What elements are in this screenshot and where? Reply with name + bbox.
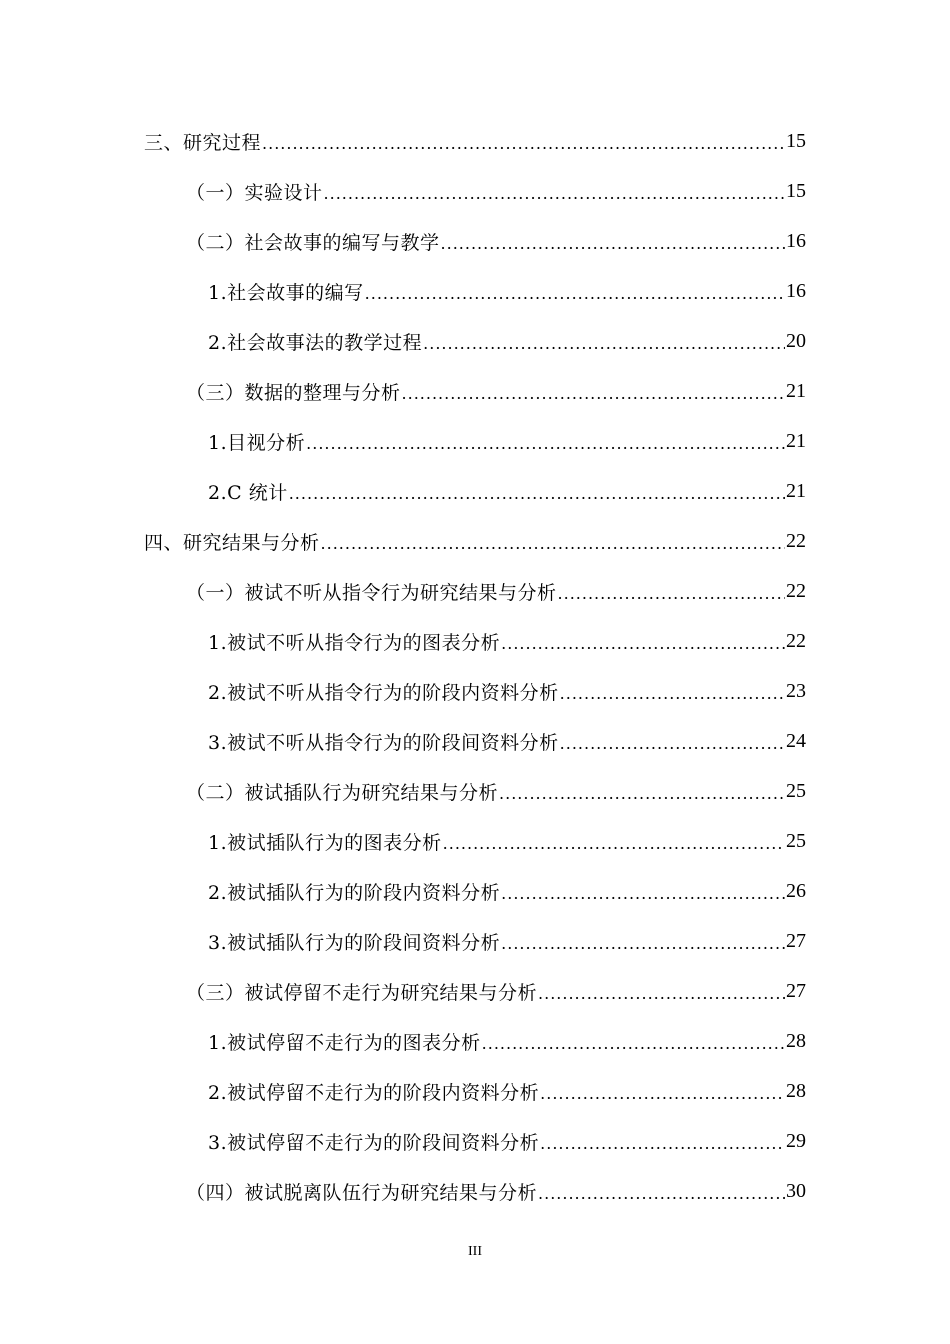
toc-entry-title: 2.被试停留不走行为的阶段内资料分析 <box>208 1081 540 1104</box>
toc-entry[interactable] <box>0 666 950 716</box>
dot-leader <box>482 1030 785 1052</box>
toc-entry-page: 25 <box>786 779 806 802</box>
toc-entry-page: 15 <box>786 179 806 202</box>
toc-entry-page: 29 <box>786 1129 806 1152</box>
toc-entry[interactable] <box>0 816 950 866</box>
dot-leader <box>441 230 785 252</box>
toc-entry[interactable] <box>0 1116 950 1166</box>
toc-entry[interactable] <box>0 966 950 1016</box>
toc-entry-page: 15 <box>786 129 806 152</box>
toc-entry[interactable] <box>0 266 950 316</box>
toc-entry-page: 16 <box>786 229 806 252</box>
dot-leader <box>443 830 785 852</box>
toc-entry-title: 3.被试不听从指令行为的阶段间资料分析 <box>208 731 559 754</box>
dot-leader <box>538 980 785 1002</box>
toc-entry[interactable] <box>0 766 950 816</box>
toc-entry-title: （三）数据的整理与分析 <box>186 381 401 404</box>
toc-entry[interactable] <box>0 466 950 516</box>
dot-leader <box>558 580 785 602</box>
dot-leader <box>499 780 785 802</box>
toc-entry-page: 27 <box>786 929 806 952</box>
toc-entry-page: 27 <box>786 979 806 1002</box>
toc-entry-title: （一）实验设计 <box>186 181 323 204</box>
dot-leader <box>501 930 785 952</box>
dot-leader <box>423 330 785 352</box>
toc-entry[interactable] <box>0 216 950 266</box>
toc-entry[interactable] <box>0 416 950 466</box>
toc-entry-title: 1.被试不听从指令行为的图表分析 <box>208 631 501 654</box>
toc-entry-page: 22 <box>786 629 806 652</box>
toc-entry[interactable] <box>0 716 950 766</box>
toc-entry-title: 2.被试插队行为的阶段内资料分析 <box>208 881 501 904</box>
dot-leader <box>324 180 785 202</box>
toc-entry[interactable] <box>0 366 950 416</box>
toc-entry-page: 23 <box>786 679 806 702</box>
dot-leader <box>560 680 785 702</box>
toc-entry[interactable] <box>0 316 950 366</box>
toc-entry-title: 2.C 统计 <box>208 481 288 504</box>
table-of-contents <box>0 116 950 1216</box>
toc-entry-title: （四）被试脱离队伍行为研究结果与分析 <box>186 1181 538 1204</box>
dot-leader <box>321 530 785 552</box>
dot-leader <box>501 880 785 902</box>
toc-entry-page: 16 <box>786 279 806 302</box>
toc-entry-title: （二）社会故事的编写与教学 <box>186 231 440 254</box>
toc-entry[interactable] <box>0 616 950 666</box>
toc-entry[interactable] <box>0 916 950 966</box>
toc-entry-page: 24 <box>786 729 806 752</box>
dot-leader <box>540 1130 785 1152</box>
toc-entry-page: 26 <box>786 879 806 902</box>
toc-entry-title: 1.目视分析 <box>208 431 306 454</box>
toc-entry-title: 2.被试不听从指令行为的阶段内资料分析 <box>208 681 559 704</box>
toc-entry[interactable] <box>0 566 950 616</box>
toc-entry[interactable] <box>0 1166 950 1216</box>
toc-entry-title: 1.被试插队行为的图表分析 <box>208 831 442 854</box>
dot-leader <box>538 1180 785 1202</box>
toc-entry-page: 21 <box>786 479 806 502</box>
dot-leader <box>501 630 785 652</box>
toc-entry-title: （三）被试停留不走行为研究结果与分析 <box>186 981 538 1004</box>
toc-entry-page: 28 <box>786 1029 806 1052</box>
dot-leader <box>289 480 785 502</box>
dot-leader <box>365 280 785 302</box>
toc-entry-page: 25 <box>786 829 806 852</box>
toc-entry-page: 22 <box>786 579 806 602</box>
toc-entry-page: 20 <box>786 329 806 352</box>
toc-entry-page: 21 <box>786 429 806 452</box>
toc-entry-title: 三、研究过程 <box>144 131 262 154</box>
toc-entry[interactable] <box>0 116 950 166</box>
dot-leader <box>306 430 785 452</box>
toc-entry-title: 1.被试停留不走行为的图表分析 <box>208 1031 481 1054</box>
toc-entry-page: 22 <box>786 529 806 552</box>
dot-leader <box>262 130 785 152</box>
toc-entry-page: 30 <box>786 1179 806 1202</box>
toc-entry-title: 四、研究结果与分析 <box>144 531 320 554</box>
toc-entry-title: 1.社会故事的编写 <box>208 281 364 304</box>
toc-entry-page: 21 <box>786 379 806 402</box>
dot-leader <box>560 730 785 752</box>
toc-entry-title: 2.社会故事法的教学过程 <box>208 331 423 354</box>
toc-entry-title: 3.被试停留不走行为的阶段间资料分析 <box>208 1131 540 1154</box>
toc-entry[interactable] <box>0 516 950 566</box>
toc-entry[interactable] <box>0 866 950 916</box>
toc-entry-title: （二）被试插队行为研究结果与分析 <box>186 781 499 804</box>
toc-entry-title: （一）被试不听从指令行为研究结果与分析 <box>186 581 557 604</box>
toc-entry-page: 28 <box>786 1079 806 1102</box>
page-number: III <box>468 1244 482 1259</box>
toc-entry[interactable] <box>0 1016 950 1066</box>
dot-leader <box>540 1080 785 1102</box>
toc-entry[interactable] <box>0 166 950 216</box>
toc-entry-title: 3.被试插队行为的阶段间资料分析 <box>208 931 501 954</box>
toc-entry[interactable] <box>0 1066 950 1116</box>
dot-leader <box>402 380 785 402</box>
